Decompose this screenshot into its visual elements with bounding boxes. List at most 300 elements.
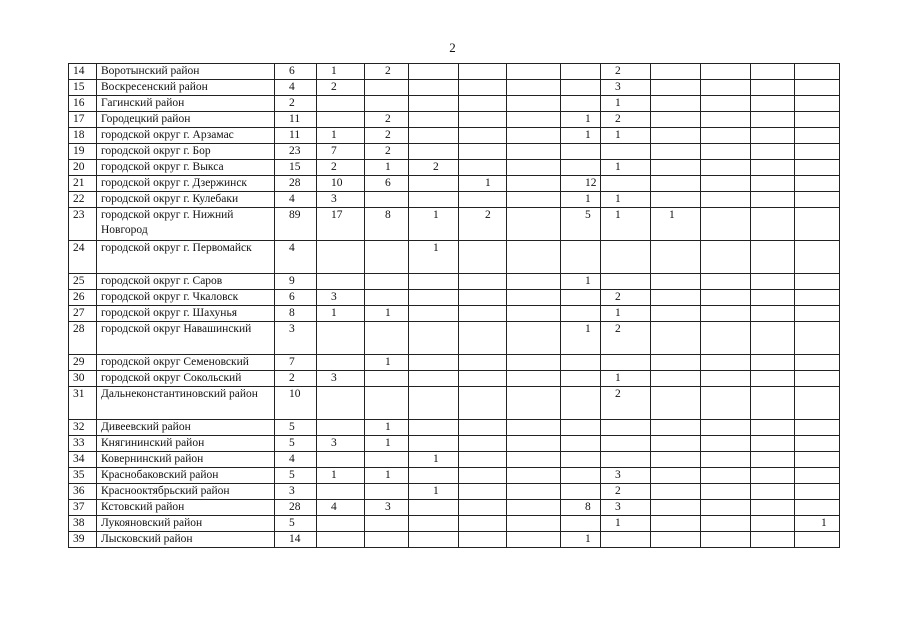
value-cell [651,516,701,532]
table-row [69,387,840,420]
value-cell [795,96,840,112]
value-cell [507,128,561,144]
value-cell [561,64,601,80]
value-cell [751,290,795,306]
value-cell [507,468,561,484]
value-cell [459,64,507,80]
value-cell: 1 [409,241,459,274]
value-cell [459,306,507,322]
value-cell [317,355,365,371]
value-cell [795,387,840,420]
district-name: Краснобаковский район [97,468,275,484]
value-cell [701,436,751,452]
value-cell: 89 [275,208,317,241]
value-cell [701,306,751,322]
table-row [69,128,840,144]
row-number: 24 [69,241,97,274]
value-cell [601,144,651,160]
value-cell [651,306,701,322]
value-cell [409,144,459,160]
value-cell [561,516,601,532]
value-cell: 1 [409,484,459,500]
value-cell: 9 [275,274,317,290]
row-number: 34 [69,452,97,468]
value-cell: 1 [795,516,840,532]
value-cell: 3 [275,322,317,355]
value-cell [701,355,751,371]
value-cell [459,128,507,144]
value-cell [409,371,459,387]
value-cell [795,64,840,80]
value-cell [561,306,601,322]
value-cell [507,452,561,468]
value-cell: 4 [275,80,317,96]
table-row [69,176,840,192]
value-cell [561,290,601,306]
value-cell: 1 [561,274,601,290]
row-number: 17 [69,112,97,128]
value-cell [795,241,840,274]
value-cell [365,516,409,532]
district-name: Дальнеконстантиновский район [97,387,275,420]
value-cell [751,176,795,192]
value-cell [317,484,365,500]
value-cell [317,322,365,355]
row-number: 32 [69,420,97,436]
value-cell [701,387,751,420]
row-number: 14 [69,64,97,80]
row-number: 19 [69,144,97,160]
row-number: 39 [69,532,97,548]
value-cell [795,436,840,452]
value-cell [751,192,795,208]
value-cell: 1 [459,176,507,192]
value-cell [601,176,651,192]
row-number: 38 [69,516,97,532]
value-cell [795,176,840,192]
value-cell: 2 [601,322,651,355]
district-name: Воротынский район [97,64,275,80]
value-cell [459,355,507,371]
table-body [69,64,840,548]
value-cell [651,355,701,371]
value-cell [459,516,507,532]
value-cell [651,128,701,144]
statistics-table [68,63,840,548]
value-cell [459,532,507,548]
value-cell [751,80,795,96]
table-row [69,484,840,500]
value-cell: 14 [275,532,317,548]
district-name: Лукояновский район [97,516,275,532]
value-cell [459,112,507,128]
value-cell [459,436,507,452]
value-cell [459,387,507,420]
value-cell: 1 [601,160,651,176]
value-cell [751,112,795,128]
value-cell [507,532,561,548]
value-cell [751,274,795,290]
value-cell [365,290,409,306]
table-row [69,436,840,452]
value-cell [409,176,459,192]
value-cell [751,468,795,484]
value-cell [365,484,409,500]
value-cell: 8 [275,306,317,322]
value-cell: 1 [651,208,701,241]
value-cell [459,96,507,112]
value-cell: 6 [365,176,409,192]
value-cell [409,532,459,548]
value-cell [795,208,840,241]
table-row [69,322,840,355]
value-cell [409,306,459,322]
value-cell [507,516,561,532]
value-cell: 4 [317,500,365,516]
value-cell [795,112,840,128]
value-cell [507,112,561,128]
value-cell [701,468,751,484]
value-cell: 28 [275,500,317,516]
table-row [69,468,840,484]
district-name: Лысковский район [97,532,275,548]
value-cell [365,96,409,112]
value-cell [409,468,459,484]
value-cell [561,452,601,468]
value-cell: 2 [275,371,317,387]
value-cell [795,290,840,306]
row-number: 25 [69,274,97,290]
value-cell [507,484,561,500]
value-cell: 1 [365,306,409,322]
value-cell: 2 [317,80,365,96]
value-cell [365,274,409,290]
value-cell: 7 [317,144,365,160]
value-cell [459,274,507,290]
value-cell [561,468,601,484]
row-number: 18 [69,128,97,144]
value-cell [459,160,507,176]
value-cell: 2 [459,208,507,241]
district-name: Гагинский район [97,96,275,112]
value-cell [651,484,701,500]
value-cell [701,322,751,355]
district-name: городской округ г. Шахунья [97,306,275,322]
value-cell [651,176,701,192]
value-cell [795,355,840,371]
value-cell [317,274,365,290]
value-cell [409,387,459,420]
value-cell [409,516,459,532]
value-cell [795,160,840,176]
value-cell [459,371,507,387]
value-cell: 1 [601,516,651,532]
table-row [69,208,840,241]
value-cell [507,371,561,387]
value-cell [365,80,409,96]
value-cell [561,80,601,96]
value-cell: 1 [601,192,651,208]
value-cell [795,274,840,290]
value-cell [459,192,507,208]
value-cell [751,322,795,355]
table-row [69,516,840,532]
district-name: городской округ Сокольский [97,371,275,387]
row-number: 30 [69,371,97,387]
value-cell [507,306,561,322]
table-row [69,64,840,80]
value-cell [651,322,701,355]
district-name: городской округ г. Выкса [97,160,275,176]
table-row [69,371,840,387]
table-row [69,80,840,96]
value-cell [317,532,365,548]
value-cell [701,516,751,532]
value-cell [751,355,795,371]
value-cell [751,64,795,80]
value-cell [751,452,795,468]
value-cell [409,192,459,208]
value-cell [795,484,840,500]
value-cell [459,452,507,468]
district-name: городской округ г. Нижний Новгород [97,208,275,241]
row-number: 27 [69,306,97,322]
value-cell [601,420,651,436]
value-cell: 23 [275,144,317,160]
value-cell [507,176,561,192]
value-cell [751,144,795,160]
value-cell [409,274,459,290]
value-cell [409,436,459,452]
value-cell [459,144,507,160]
value-cell [751,516,795,532]
value-cell: 3 [365,500,409,516]
row-number: 35 [69,468,97,484]
value-cell: 15 [275,160,317,176]
value-cell [701,96,751,112]
value-cell [651,96,701,112]
value-cell [651,290,701,306]
value-cell: 3 [601,468,651,484]
value-cell [795,420,840,436]
value-cell: 1 [601,128,651,144]
value-cell [701,532,751,548]
value-cell [795,322,840,355]
value-cell [651,387,701,420]
value-cell [561,355,601,371]
value-cell: 5 [275,516,317,532]
value-cell: 1 [601,96,651,112]
table-row [69,192,840,208]
district-name: Краснооктябрьский район [97,484,275,500]
table-row [69,452,840,468]
value-cell [561,420,601,436]
value-cell: 28 [275,176,317,192]
value-cell [409,64,459,80]
value-cell: 2 [365,128,409,144]
value-cell [507,274,561,290]
page-number: 2 [449,40,456,55]
value-cell [365,322,409,355]
value-cell [701,420,751,436]
value-cell: 1 [365,355,409,371]
value-cell [409,80,459,96]
value-cell: 4 [275,452,317,468]
value-cell: 8 [561,500,601,516]
value-cell [459,500,507,516]
value-cell: 10 [317,176,365,192]
value-cell [601,436,651,452]
row-number: 37 [69,500,97,516]
value-cell: 2 [275,96,317,112]
value-cell [601,452,651,468]
value-cell [701,128,751,144]
row-number: 36 [69,484,97,500]
value-cell [365,532,409,548]
value-cell [701,80,751,96]
table-row [69,274,840,290]
value-cell [561,160,601,176]
value-cell [651,160,701,176]
value-cell [409,128,459,144]
row-number: 28 [69,322,97,355]
table-row [69,112,840,128]
value-cell: 5 [275,468,317,484]
value-cell [507,160,561,176]
value-cell [701,500,751,516]
value-cell: 1 [409,452,459,468]
value-cell [701,274,751,290]
value-cell [795,128,840,144]
value-cell [795,532,840,548]
value-cell [317,241,365,274]
value-cell [601,274,651,290]
value-cell [651,144,701,160]
value-cell: 10 [275,387,317,420]
value-cell [459,290,507,306]
value-cell [601,241,651,274]
value-cell: 1 [365,436,409,452]
value-cell [751,420,795,436]
district-name: городской округ г. Дзержинск [97,176,275,192]
value-cell [507,322,561,355]
value-cell [701,241,751,274]
value-cell [507,420,561,436]
value-cell: 2 [601,387,651,420]
value-cell [795,468,840,484]
value-cell [751,387,795,420]
value-cell: 2 [365,144,409,160]
value-cell [701,192,751,208]
value-cell: 1 [317,128,365,144]
value-cell [409,355,459,371]
value-cell: 1 [365,160,409,176]
value-cell [651,452,701,468]
value-cell [459,322,507,355]
value-cell: 2 [601,484,651,500]
district-name: городской округ г. Бор [97,144,275,160]
value-cell [651,64,701,80]
value-cell: 1 [601,208,651,241]
value-cell [507,208,561,241]
table-row [69,355,840,371]
value-cell [795,192,840,208]
value-cell [561,436,601,452]
value-cell [459,80,507,96]
value-cell: 11 [275,112,317,128]
value-cell [561,371,601,387]
value-cell [365,192,409,208]
value-cell: 3 [601,80,651,96]
value-cell [701,371,751,387]
value-cell: 1 [561,192,601,208]
value-cell: 1 [561,112,601,128]
value-cell [317,387,365,420]
table-row [69,420,840,436]
value-cell [701,160,751,176]
value-cell [409,322,459,355]
value-cell: 1 [561,532,601,548]
value-cell [459,468,507,484]
value-cell [317,96,365,112]
value-cell [751,436,795,452]
value-cell [507,500,561,516]
value-cell [651,532,701,548]
value-cell [561,484,601,500]
value-cell [795,500,840,516]
value-cell [317,420,365,436]
table-row [69,96,840,112]
value-cell: 2 [365,112,409,128]
value-cell [751,241,795,274]
row-number: 16 [69,96,97,112]
district-name: Воскресенский район [97,80,275,96]
value-cell [751,484,795,500]
value-cell [459,420,507,436]
value-cell [507,80,561,96]
value-cell [507,241,561,274]
value-cell [651,468,701,484]
district-name: городской округ г. Первомайск [97,241,275,274]
value-cell [561,387,601,420]
value-cell [795,80,840,96]
value-cell: 1 [365,468,409,484]
value-cell: 5 [561,208,601,241]
row-number: 29 [69,355,97,371]
value-cell [795,306,840,322]
value-cell [651,112,701,128]
value-cell [561,96,601,112]
row-number: 22 [69,192,97,208]
row-number: 20 [69,160,97,176]
value-cell [409,96,459,112]
value-cell: 2 [601,112,651,128]
value-cell: 2 [409,160,459,176]
value-cell [795,144,840,160]
district-name: Кстовский район [97,500,275,516]
district-name: Дивеевский район [97,420,275,436]
value-cell: 1 [317,64,365,80]
value-cell: 4 [275,192,317,208]
row-number: 15 [69,80,97,96]
value-cell: 1 [317,306,365,322]
district-name: Ковернинский район [97,452,275,468]
value-cell [365,371,409,387]
value-cell: 6 [275,290,317,306]
value-cell [409,112,459,128]
value-cell [701,290,751,306]
value-cell: 1 [317,468,365,484]
